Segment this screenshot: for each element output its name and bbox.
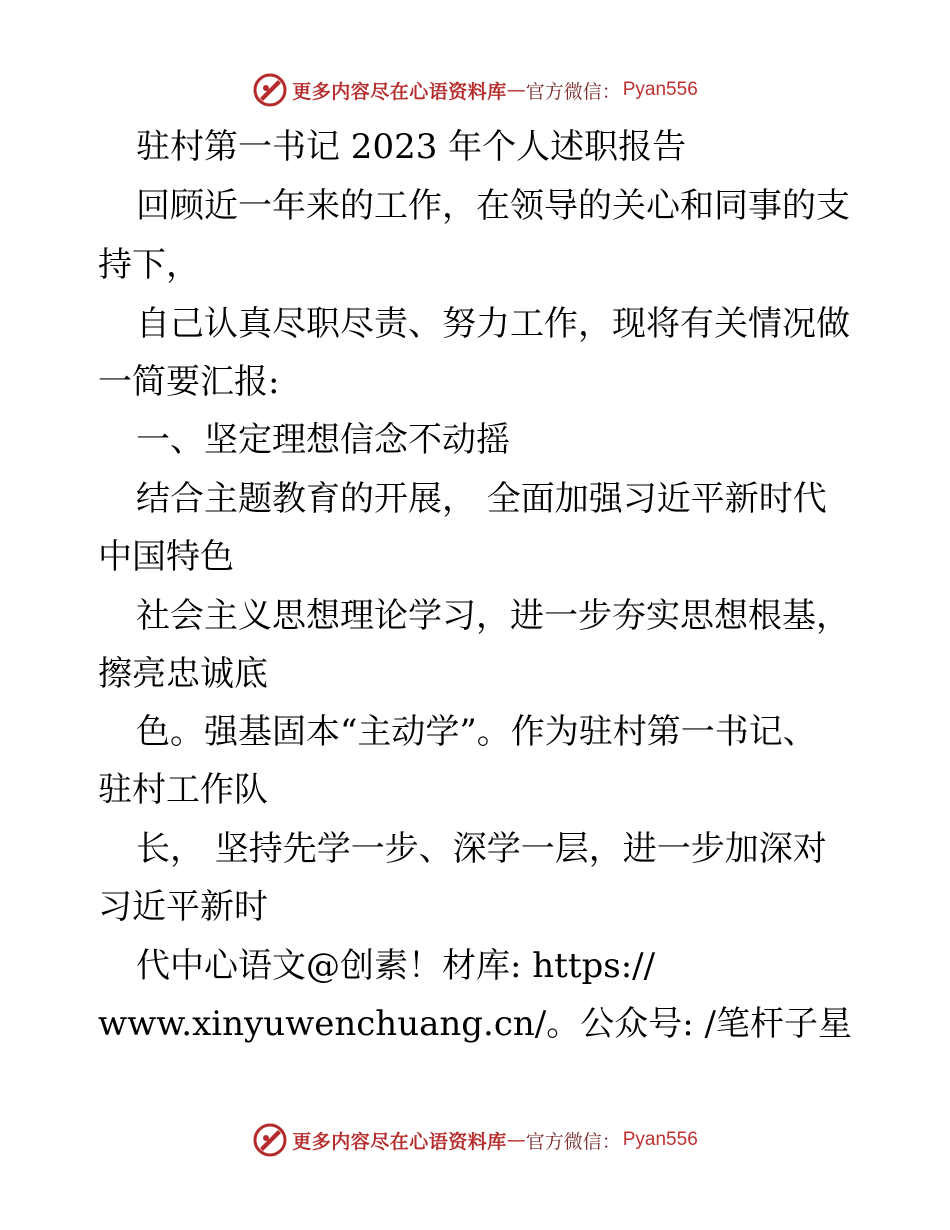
footer-wechat-id: Pyan556 <box>622 1129 698 1150</box>
header-separator: — <box>506 79 526 101</box>
paragraph-line: 中国特色 <box>98 537 234 577</box>
paragraph-line: 自己认真尽职尽责、努力工作，现将有关情况做 <box>136 304 850 344</box>
footer-wechat-label: 官方微信： <box>525 1130 621 1153</box>
header-wechat-id: Pyan556 <box>622 79 698 100</box>
header-wechat-label: 官方微信： <box>525 80 621 103</box>
paragraph-line: 结合主题教育的开展， 全面加强习近平新时代 <box>136 479 827 519</box>
paragraph-line: 习近平新时 <box>98 887 268 927</box>
header-slogan: 更多内容尽在心语资料库 <box>292 80 507 103</box>
section-heading: 一、坚定理想信念不动摇 <box>136 420 510 460</box>
paragraph-line: 社会主义思想理论学习，进一步夯实思想根基， <box>136 596 850 636</box>
footer-slogan: 更多内容尽在心语资料库 <box>292 1130 507 1153</box>
brand-logo-icon <box>252 1122 288 1158</box>
footer-banner <box>0 1120 950 1160</box>
paragraph-line: 一简要汇报: <box>98 362 280 402</box>
paragraph-line: 代中心语文@创素！材库: https:// <box>136 946 656 986</box>
document-title: 驻村第一书记 2023 年个人述职报告 <box>136 127 687 167</box>
footer-separator: — <box>506 1129 526 1151</box>
paragraph-line: 长， 坚持先学一步、深学一层，进一步加深对 <box>136 829 827 869</box>
paragraph-line: 回顾近一年来的工作，在领导的关心和同事的支 <box>136 186 850 226</box>
paragraph-line: 驻村工作队 <box>98 770 268 810</box>
paragraph-line: 色。强基固本“主动学”。作为驻村第一书记、 <box>136 712 817 752</box>
brand-logo-icon <box>252 72 288 108</box>
paragraph-line: 持下， <box>98 245 200 285</box>
paragraph-line: 擦亮忠诚底 <box>98 654 268 694</box>
paragraph-line: www.xinyuwenchuang.cn/。公众号: /笔杆子星 <box>98 1004 852 1044</box>
header-banner <box>0 70 950 110</box>
